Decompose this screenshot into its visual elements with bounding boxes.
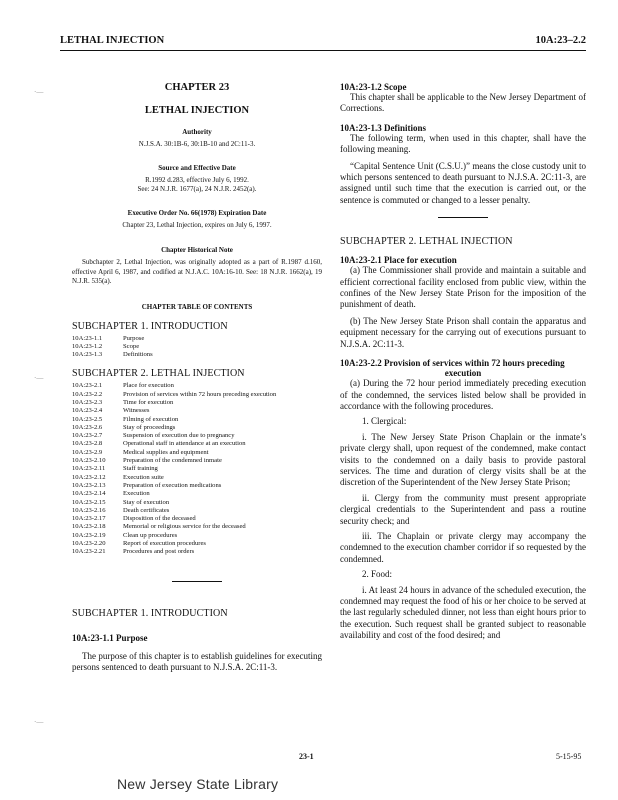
toc-list-2 <box>72 382 276 556</box>
section-1-3-text: The following term, when used in this chapter, shall have the following meaning. <box>340 132 586 155</box>
eo-heading: Executive Order No. 66(1978) Expiration Date <box>127 208 267 217</box>
toc-entry <box>72 532 276 540</box>
toc-entry-title: Suspension of execution due to pregnancy <box>123 432 235 440</box>
history-note: Subchapter 2, Lethal Injection, was originally adopted as a part of R.1987 d.160, effective April 6, 1987, and codified at N.J.A.C. 10A:16-10. See: 18 N.J.R. 1662(a), 19 N.J.R. 535(a). <box>72 258 322 285</box>
toc-entry <box>72 474 276 482</box>
toc-entry <box>72 449 276 457</box>
toc-subchapter-1: SUBCHAPTER 1. INTRODUCTION <box>72 320 228 332</box>
margin-mark: ·— <box>34 374 44 382</box>
chapter-number: CHAPTER 23 <box>164 82 230 93</box>
toc-entry-number: 10A:23-2.12 <box>72 473 106 481</box>
toc-entry-number: 10A:23-2.16 <box>72 506 106 514</box>
source-line-2: See: 24 N.J.R. 1677(a), 24 N.J.R. 2452(a). <box>137 185 257 193</box>
toc-entry-title: Stay of execution <box>123 498 170 506</box>
toc-entry <box>72 523 276 531</box>
section-2-2-heading-cont: execution <box>444 368 482 379</box>
item-food-i: i. At least 24 hours in advance of the scheduled execution, the condemned may request the food of his or her choice to be served at the last regularly scheduled dinner, not less than eight hours prior to the execution. Such request shall be granted subject to reasonable availability and cost of the food desired; and <box>340 584 586 641</box>
divider <box>172 581 222 582</box>
section-1-2-heading: 10A:23-1.2 Scope <box>340 82 407 92</box>
toc-entry <box>72 507 276 515</box>
toc-entry <box>72 391 276 399</box>
section-2-1-b: (b) The New Jersey State Prison shall contain the apparatus and equipment necessary for the carrying out of executions pursuant to N.J.S.A. 2C:11-3. <box>340 315 586 349</box>
section-2-1-a: (a) The Commissioner shall provide and maintain a suitable and efficient correctional facility enclosed from public view, within the confines of the New Jersey State Prison for the imposition of the punishment of death. <box>340 265 586 310</box>
authority-heading: Authority <box>182 128 212 136</box>
item-clergical-ii: ii. Clergy from the community must present appropriate clergical credentials to the Superintendent and pass a routine security check; and <box>340 492 586 526</box>
toc-entry-number: 10A:23-2.20 <box>72 540 106 548</box>
toc-entry <box>72 432 276 440</box>
toc-entry-title: Clean up procedures <box>123 531 178 539</box>
toc-entry-number: 10A:23-2.7 <box>72 432 103 440</box>
eo-text: Chapter 23, Lethal Injection, expires on July 6, 1997. <box>122 220 272 229</box>
chapter-title: LETHAL INJECTION <box>144 105 250 116</box>
section-1-3-heading: 10A:23-1.3 Definitions <box>340 122 426 133</box>
toc-entry-number: 10A:23-1.1 <box>72 334 103 342</box>
toc-entry <box>72 490 276 498</box>
toc-entry <box>72 343 153 351</box>
toc-entry-title: Place for execution <box>123 382 174 390</box>
item-clergical-i: i. The New Jersey State Prison Chaplain or the inmate’s private clergy shall, upon request of the condemned, make contact visits to the condemned on a daily basis to provide pastoral services. The time and duration of clergy visits shall be at the discretion of the Superintendent of the New Jersey State Prison; <box>340 431 586 488</box>
page-number: 23-1 <box>299 752 314 761</box>
toc-entry-number: 10A:23-2.5 <box>72 415 103 423</box>
toc-entry-title: Filming of execution <box>123 415 179 423</box>
source-line-1: R.1992 d.283, effective July 6, 1992. <box>145 175 249 184</box>
toc-entry-title: Operational staff in attendance at an execution <box>123 440 246 448</box>
toc-entry-number: 10A:23-2.8 <box>72 440 103 448</box>
toc-entry <box>72 416 276 424</box>
toc-entry-title: Witnesses <box>123 407 150 415</box>
section-1-2-text: This chapter shall be applicable to the New Jersey Department of Corrections. <box>340 92 586 114</box>
section-2-1-heading: 10A:23-2.1 Place for execution <box>340 255 457 266</box>
toc-entry-number: 10A:23-2.2 <box>72 390 103 398</box>
header-title: LETHAL INJECTION <box>60 35 165 46</box>
toc-entry-number: 10A:23-2.21 <box>72 548 106 556</box>
toc-entry <box>72 482 276 490</box>
toc-entry-title: Purpose <box>123 334 145 342</box>
toc-entry <box>72 540 276 548</box>
toc-entry-number: 10A:23-2.3 <box>72 398 103 406</box>
toc-entry-title: Definitions <box>123 351 153 359</box>
toc-entry-number: 10A:23-2.19 <box>72 531 106 539</box>
toc-entry-number: 10A:23-2.9 <box>72 448 103 456</box>
source-heading: Source and Effective Date <box>158 163 236 172</box>
section-2-2-heading: 10A:23-2.2 Provision of services within 72 hours preceding <box>340 358 565 369</box>
divider <box>438 217 488 218</box>
toc-entry-number: 10A:23-2.4 <box>72 407 103 415</box>
toc-entry-number: 10A:23-2.17 <box>72 515 106 523</box>
section-1-1-heading: 10A:23-1.1 Purpose <box>72 632 148 643</box>
toc-entry-title: Procedures and post orders <box>123 548 195 556</box>
toc-entry-title: Memorial or religious service for the deceased <box>123 523 246 531</box>
history-heading: Chapter Historical Note <box>161 246 233 254</box>
subchapter-1-heading: SUBCHAPTER 1. INTRODUCTION <box>72 607 228 619</box>
toc-entry <box>72 499 276 507</box>
toc-entry <box>72 515 276 523</box>
header-section: 10A:23–2.2 <box>535 35 586 46</box>
toc-entry <box>72 440 276 448</box>
section-1-1-text: The purpose of this chapter is to establish guidelines for executing persons sentenced to death pursuant to N.J.S.A. 2C:11-3. <box>72 650 322 673</box>
toc-entry-title: Preparation of the condemned inmate <box>123 457 222 465</box>
toc-entry <box>72 465 276 473</box>
item-clergical-iii: iii. The Chaplain or private clergy may accompany the condemned to the execution chamber corridor if so requested by the condemned. <box>340 530 586 564</box>
toc-entry-title: Stay of proceedings <box>123 423 176 431</box>
toc-entry-number: 10A:23-1.2 <box>72 342 103 350</box>
toc-entry-number: 10A:23-2.1 <box>72 382 103 390</box>
toc-entry <box>72 457 276 465</box>
toc-subchapter-2: SUBCHAPTER 2. LETHAL INJECTION <box>72 368 245 380</box>
toc-entry-number: 10A:23-2.14 <box>72 490 106 498</box>
margin-mark: ·— <box>34 88 44 96</box>
toc-list-1 <box>72 335 153 360</box>
toc-entry <box>72 399 276 407</box>
toc-entry <box>72 548 276 556</box>
toc-entry-title: Provision of services within 72 hours preceding execution <box>123 390 277 398</box>
toc-entry <box>72 407 276 415</box>
toc-entry-title: Execution suite <box>123 473 164 481</box>
toc-entry-number: 10A:23-2.11 <box>72 465 106 473</box>
toc-entry-title: Preparation of execution medications <box>123 481 222 489</box>
toc-entry-number: 10A:23-2.10 <box>72 457 106 465</box>
csu-definition: “Capital Sentence Unit (C.S.U.)” means the close custody unit to which persons sentenced to death pursuant to N.J.S.A. 2C:11-3, are assigned until such time that the execution is carried out, or the sentence is commuted or changed to a lesser penalty. <box>340 160 586 205</box>
toc-entry-title: Execution <box>123 490 150 498</box>
toc-entry <box>72 382 276 390</box>
right-column <box>340 82 586 642</box>
toc-entry-title: Scope <box>123 342 140 350</box>
running-header <box>60 34 586 51</box>
toc-entry-title: Medical supplies and equipment <box>123 448 209 456</box>
subchapter-2-heading: SUBCHAPTER 2. LETHAL INJECTION <box>340 236 513 248</box>
toc-entry <box>72 351 153 359</box>
library-stamp: New Jersey State Library <box>117 776 279 792</box>
authority-text: N.J.S.A. 30:1B-6, 30:1B-10 and 2C:11-3. <box>138 140 256 148</box>
revision-date: 5-15-95 <box>556 752 582 761</box>
margin-mark: ·— <box>34 718 44 726</box>
toc-entry-number: 10A:23-2.15 <box>72 498 106 506</box>
toc-entry <box>72 424 276 432</box>
toc-entry-number: 10A:23-2.18 <box>72 523 106 531</box>
toc-entry-title: Death certificates <box>123 506 170 514</box>
toc-entry-title: Time for execution <box>123 398 174 406</box>
toc-entry-number: 10A:23-2.6 <box>72 423 103 431</box>
toc-entry-title: Staff training <box>123 465 158 473</box>
item-food: 2. Food: <box>362 569 393 580</box>
left-column <box>72 82 322 673</box>
toc-entry-title: Report of execution procedures <box>123 540 206 548</box>
toc-entry-number: 10A:23-1.3 <box>72 351 103 359</box>
item-clergical: 1. Clergical: <box>362 416 407 427</box>
section-2-2-a: (a) During the 72 hour period immediately preceding execution of the condemned, the services listed below shall be provided in accordance with the following procedures. <box>340 378 586 411</box>
toc-entry-title: Disposition of the deceased <box>123 515 196 523</box>
toc-heading: CHAPTER TABLE OF CONTENTS <box>141 302 253 311</box>
toc-entry <box>72 335 153 343</box>
toc-entry-number: 10A:23-2.13 <box>72 481 106 489</box>
